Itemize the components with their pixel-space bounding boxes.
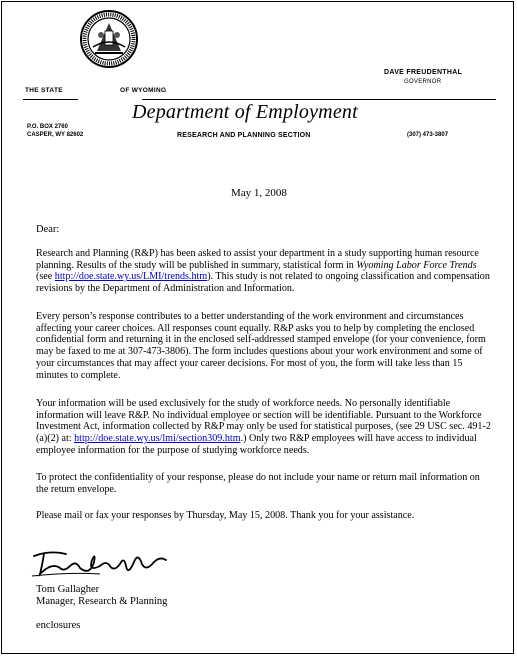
- section309-link[interactable]: http://doe.state.wy.us/lmi/section309.htm: [74, 433, 241, 445]
- letter-date: May 1, 2008: [231, 187, 287, 199]
- salutation: Dear:: [36, 224, 60, 235]
- paragraph-privacy-note: To protect the confidentiality of your response, please do not include your name or return mail information on the return envelope.: [36, 472, 480, 495]
- signer-title: Manager, Research & Planning: [36, 596, 168, 607]
- handwritten-signature: [30, 542, 170, 582]
- signer-name: Tom Gallagher: [36, 584, 100, 595]
- state-name-left: THE STATE: [25, 87, 63, 94]
- address-line-1: P.O. BOX 2760: [27, 124, 68, 130]
- state-seal-icon: [79, 9, 139, 69]
- paragraph-confidentiality-law: [36, 398, 492, 457]
- p1-text-b: (see: [36, 271, 55, 283]
- letter-page: [1, 1, 514, 654]
- paragraph-study-intro: [36, 248, 492, 295]
- letterhead-rule-left: [23, 99, 78, 100]
- enclosures-note: enclosures: [36, 620, 81, 631]
- department-title: Department of Employment: [132, 101, 358, 123]
- p3-text-a: Your information will be used exclusively for the study of workforce needs. No personally identifiable information will leave R&P. No individual employee or section will be identifiable. Pursuant to the Workforce Investment Act, information collected by R&P may only be used for statistical purposes, (see 29 USC sec. 491-2 (a)(2) at:: [36, 398, 491, 445]
- letterhead-rule-right: [142, 99, 496, 100]
- trends-link[interactable]: http://doe.state.wy.us/LMI/trends.htm: [54, 271, 208, 283]
- paragraph-participation: Every person’s response contributes to a better understanding of the work environment and circumstances affecting your career choices. All responses count equally. R&P asks you to help by completing the enclosed confidential form and returning it in the enclosed self-addressed stamped envelope (for your convenience, form may be faxed to me at 307-473-3806). The form includes questions about your work environment and some of your circumstances that may affect your career decisions. For most of you, the form will take less than 15 minutes to complete.: [36, 311, 486, 381]
- p1-text-a: Research and Planning (R&P) has been asked to assist your department in a study supporting human resource planning. Results of the study will be published in summary, statistical form in: [36, 248, 479, 271]
- state-name-right: OF WYOMING: [120, 87, 167, 94]
- p1-publication-title: Wyoming Labor Force Trends: [356, 259, 477, 271]
- governor-name: DAVE FREUDENTHAL: [384, 69, 463, 76]
- p1-text-c: ). This study is not related to ongoing classification and compensation revisions by the Department of Administration and Information.: [36, 271, 490, 295]
- phone-number: (307) 473-3807: [407, 132, 449, 138]
- governor-title: GOVERNOR: [404, 79, 442, 85]
- p3-text-b: .) Only two R&P employees will have access to individual employee information for the purpose of studying workforce needs.: [36, 433, 477, 456]
- paragraph-deadline: Please mail or fax your responses by Thursday, May 15, 2008. Thank you for your assistance.: [36, 510, 415, 521]
- section-name: RESEARCH AND PLANNING SECTION: [177, 132, 311, 139]
- address-line-2: CASPER, WY 82602: [27, 132, 84, 138]
